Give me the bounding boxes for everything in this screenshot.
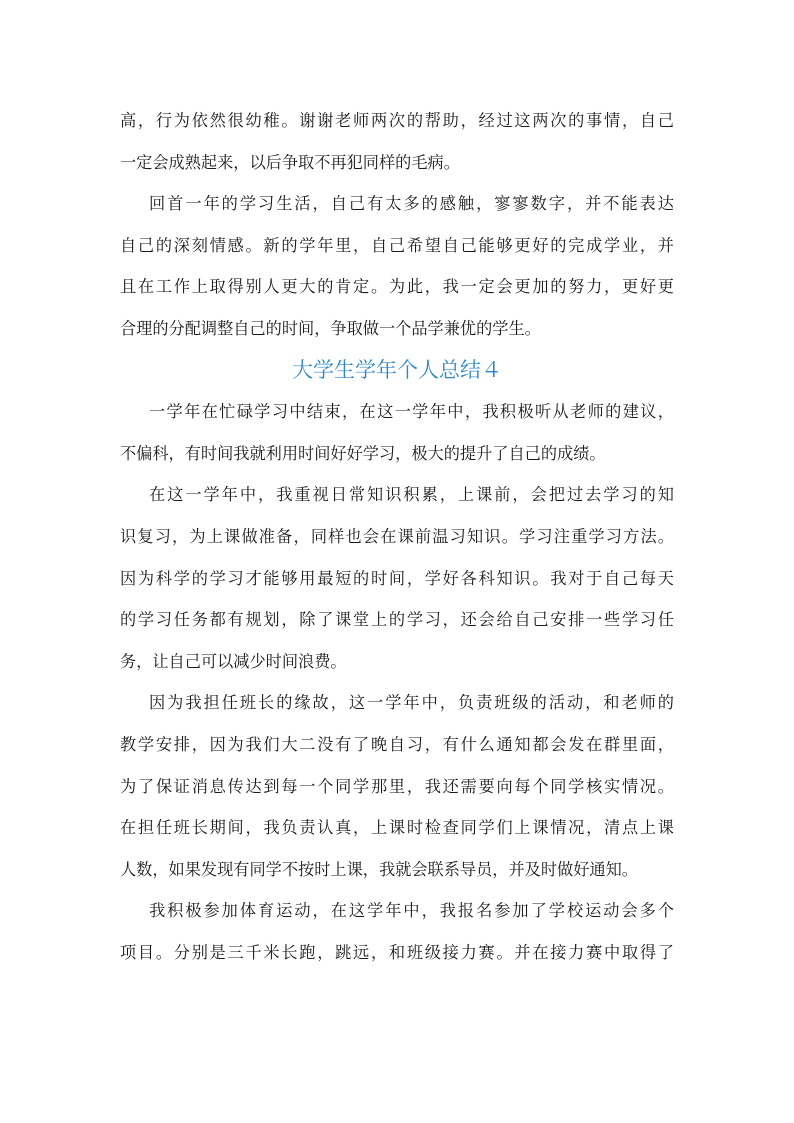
text-line: 我积极参加体育运动，在这学年中，我报名参加了学校运动会多个: [149, 901, 674, 921]
paragraph-reflection: [120, 183, 674, 349]
text-line: 因为科学的学习才能够用最短的时间，学好各科知识。我对于自己每天: [120, 568, 674, 588]
paragraph-sports: [120, 890, 674, 973]
text-line: 一学年在忙碌学习中结束，在这一学年中，我积极听从老师的建议，: [149, 402, 674, 422]
text-line: 自己的深刻情感。新的学年里，自己希望自己能够更好的完成学业，并: [120, 235, 674, 255]
text-line: 合理的分配调整自己的时间，争取做一个品学兼优的学生。: [120, 318, 541, 338]
text-line: 高，行为依然很幼稚。谢谢老师两次的帮助，经过这两次的事情，自己: [120, 111, 674, 130]
text-line: 且在工作上取得别人更大的肯定。为此，我一定会更加的努力，更好更: [120, 277, 674, 297]
paragraph-study: [120, 474, 674, 682]
paragraph-intro: [120, 391, 674, 474]
text-line: 一定会成熟起来，以后争取不再犯同样的毛病。: [120, 152, 460, 172]
paragraph-monitor: [120, 682, 674, 890]
text-line: 的学习任务都有规划，除了课堂上的学习，还会给自己安排一些学习任: [120, 610, 674, 630]
document-page: [120, 100, 674, 973]
text-line: 务，让自己可以减少时间浪费。: [120, 651, 347, 671]
text-line: 不偏科，有时间我就利用时间好好学习，极大的提升了自己的成绩。: [120, 443, 606, 463]
text-line: 在担任班长期间，我负责认真，上课时检查同学们上课情况，清点上课: [120, 818, 674, 838]
text-line: 人数，如果发现有同学不按时上课，我就会联系导员，并及时做好通知。: [120, 859, 638, 879]
section-heading: 大学生学年个人总结４: [292, 357, 502, 382]
text-line: 因为我担任班长的缘故，这一学年中，负责班级的活动，和老师的: [149, 693, 674, 713]
text-line: 识复习，为上课做准备，同样也会在课前温习知识。学习注重学习方法。: [120, 526, 674, 546]
text-line: 在这一学年中，我重视日常知识积累，上课前，会把过去学习的知: [149, 485, 674, 505]
text-line: 项目。分别是三千米长跑，跳远，和班级接力赛。并在接力赛中取得了: [120, 942, 674, 962]
paragraph-prev-end: [120, 100, 674, 183]
text-line: 回首一年的学习生活，自己有太多的感触，寥寥数字，并不能表达: [149, 194, 674, 214]
text-line: 为了保证消息传达到每一个同学那里，我还需要向每个同学核实情况。: [120, 776, 674, 796]
text-line: 教学安排，因为我们大二没有了晚自习，有什么通知都会发在群里面，: [120, 734, 674, 754]
